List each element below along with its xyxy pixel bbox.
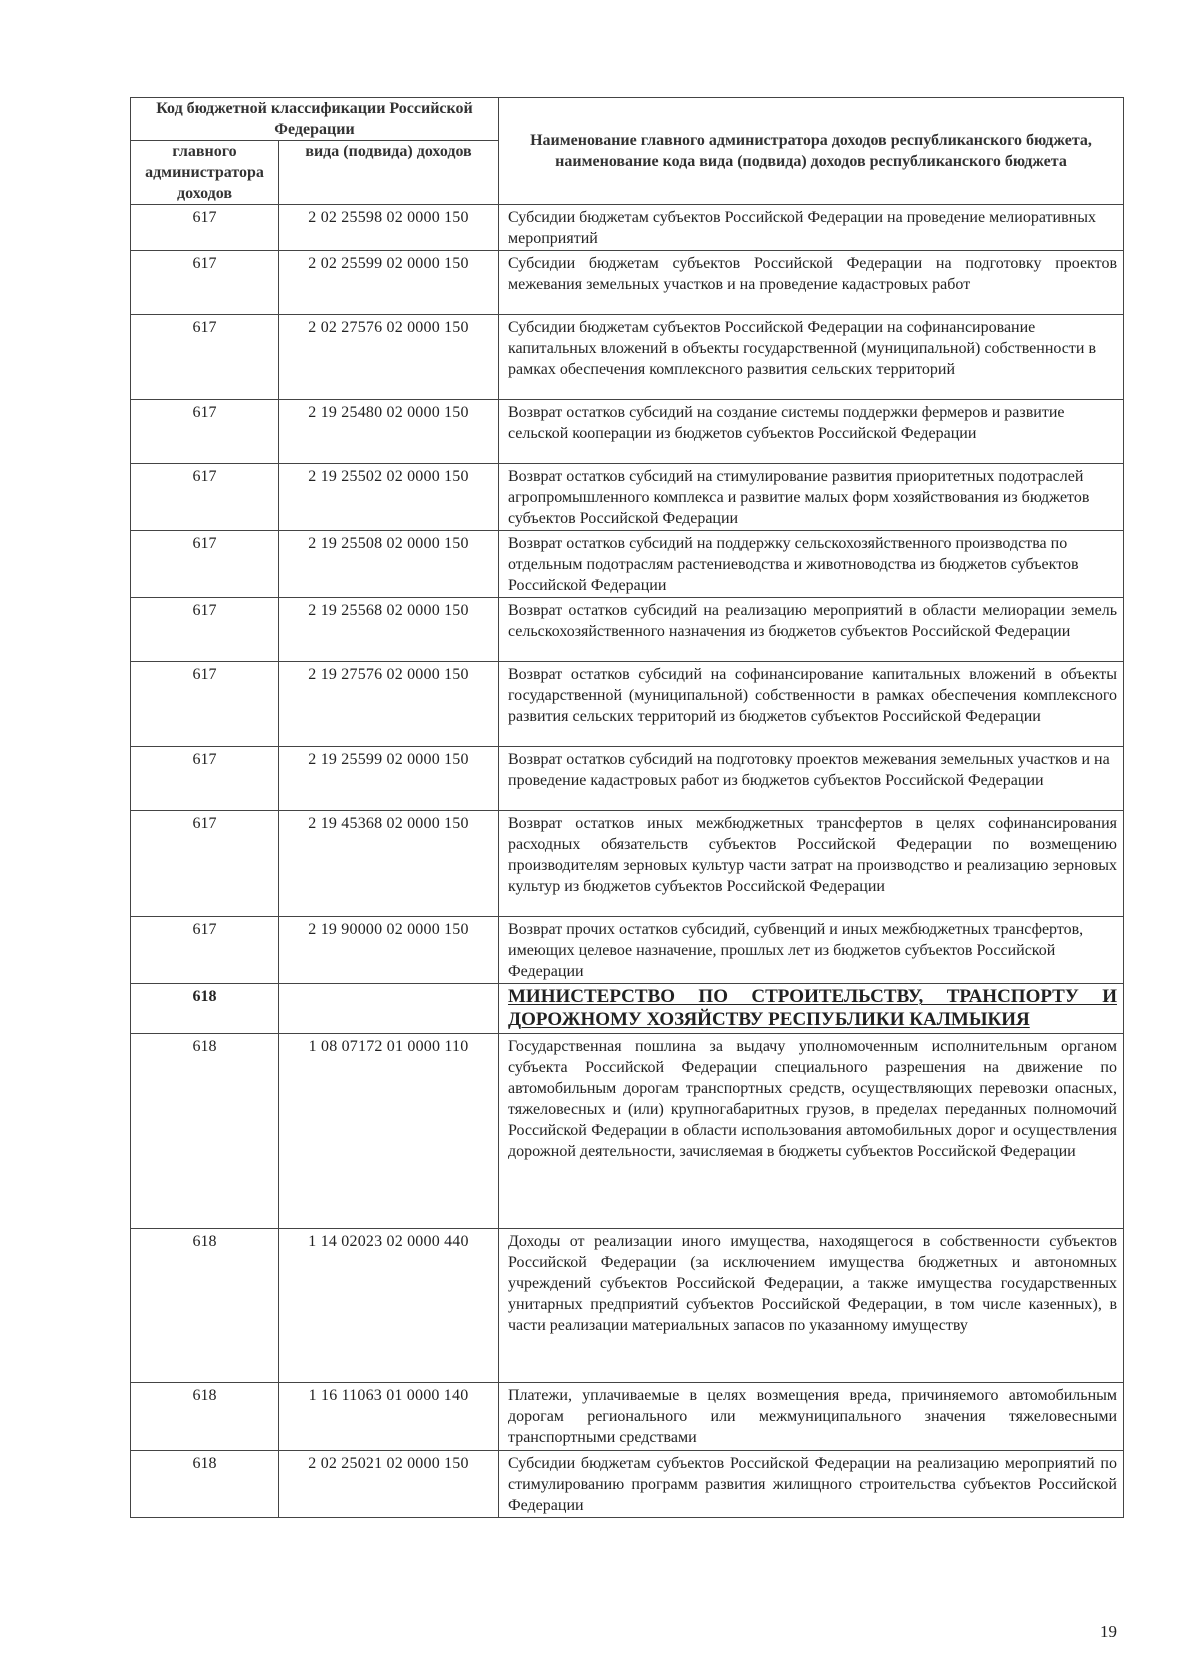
income-description: Возврат остатков иных межбюджетных трансфертов в целях софинансирования расходных обязательств субъектов Российской Федерации по возмещению производителям зерновых культур части затрат на производство и реализацию зерновых культур из бюджетов субъектов Российской Федерации xyxy=(499,811,1124,917)
income-description: Возврат остатков субсидий на стимулирование развития приоритетных подотраслей агропромышленного комплекса и развитие малых форм хозяйствования из бюджетов субъектов Российской Федерации xyxy=(499,464,1124,531)
income-description: Возврат остатков субсидий на софинансирование капитальных вложений в объекты государственной (муниципальной) собственности в рамках обеспечения комплексного развития сельских территорий из бюджетов субъектов Российской Федерации xyxy=(499,662,1124,747)
table-row xyxy=(131,747,1124,811)
table-row xyxy=(131,205,1124,251)
admin-code: 617 xyxy=(131,251,279,315)
income-description: Возврат остатков субсидий на создание системы поддержки фермеров и развитие сельской кооперации из бюджетов субъектов Российской Федерации xyxy=(499,400,1124,464)
income-code: 2 19 25502 02 0000 150 xyxy=(279,464,499,531)
income-description: Платежи, уплачиваемые в целях возмещения вреда, причиняемого автомобильным дорогам регионального или межмуниципального значения тяжеловесными транспортными средствами xyxy=(499,1383,1124,1451)
income-description: Субсидии бюджетам субъектов Российской Федерации на проведение мелиоративных мероприятий xyxy=(499,205,1124,251)
income-code: 2 19 45368 02 0000 150 xyxy=(279,811,499,917)
income-code: 2 19 90000 02 0000 150 xyxy=(279,917,499,984)
admin-code: 618 xyxy=(131,1383,279,1451)
admin-code: 617 xyxy=(131,917,279,984)
table-row xyxy=(131,251,1124,315)
table-row xyxy=(131,1229,1124,1383)
table-row xyxy=(131,917,1124,984)
income-code: 1 16 11063 01 0000 140 xyxy=(279,1383,499,1451)
table-row xyxy=(131,1383,1124,1451)
header-code-column: вида (подвида) доходов xyxy=(279,141,499,205)
income-code: 2 02 27576 02 0000 150 xyxy=(279,315,499,400)
ministry-title: МИНИСТЕРСТВО ПО СТРОИТЕЛЬСТВУ, ТРАНСПОРТУ И ДОРОЖНОМУ ХОЗЯЙСТВУ РЕСПУБЛИКИ КАЛМЫКИЯ xyxy=(499,984,1124,1034)
income-description: Возврат остатков субсидий на реализацию мероприятий в области мелиорации земель сельскохозяйственного назначения из бюджетов субъектов Российской Федерации xyxy=(499,598,1124,662)
admin-code: 617 xyxy=(131,464,279,531)
income-description: Возврат остатков субсидий на подготовку проектов межевания земельных участков и на проведение кадастровых работ из бюджетов субъектов Российской Федерации xyxy=(499,747,1124,811)
income-code: 2 19 25568 02 0000 150 xyxy=(279,598,499,662)
header-name-column: Наименование главного администратора доходов республиканского бюджета, наименование кода вида (подвида) доходов республиканского бюджета xyxy=(499,98,1124,205)
income-code: 2 19 25599 02 0000 150 xyxy=(279,747,499,811)
income-code: 2 19 25480 02 0000 150 xyxy=(279,400,499,464)
income-code: 2 02 25021 02 0000 150 xyxy=(279,1451,499,1518)
table-row xyxy=(131,662,1124,747)
page-number: 19 xyxy=(1100,1622,1117,1641)
income-code: 2 02 25598 02 0000 150 xyxy=(279,205,499,251)
table-row xyxy=(131,598,1124,662)
income-description: Государственная пошлина за выдачу уполномоченным исполнительным органом субъекта Российской Федерации специального разрешения на движение по автомобильным дорогам транспортных средств, осуществляющих перевозки опасных, тяжеловесных и (или) крупногабаритных грузов, в пределах переданных полномочий Российской Федерации в области использования автомобильных дорог и осуществления дорожной деятельности, зачисляемая в бюджеты субъектов Российской Федерации xyxy=(499,1034,1124,1229)
income-description: Субсидии бюджетам субъектов Российской Федерации на подготовку проектов межевания земельных участков и на проведение кадастровых работ xyxy=(499,251,1124,315)
admin-code: 617 xyxy=(131,400,279,464)
table-row xyxy=(131,315,1124,400)
table-row xyxy=(131,464,1124,531)
table-row xyxy=(131,531,1124,598)
admin-code: 618 xyxy=(131,1034,279,1229)
admin-code: 618 xyxy=(131,1229,279,1383)
income-description: Субсидии бюджетам субъектов Российской Федерации на софинансирование капитальных вложений в объекты государственной (муниципальной) собственности в рамках обеспечения комплексного развития сельских территорий xyxy=(499,315,1124,400)
income-code: 2 19 27576 02 0000 150 xyxy=(279,662,499,747)
income-description: Доходы от реализации иного имущества, находящегося в собственности субъектов Российской Федерации (за исключением имущества бюджетных и автономных учреждений субъектов Российской Федерации, а также имущества государственных унитарных предприятий субъектов Российской Федерации, в том числе казенных), в части реализации материальных запасов по указанному имуществу xyxy=(499,1229,1124,1383)
income-description: Возврат остатков субсидий на поддержку сельскохозяйственного производства по отдельным подотраслям растениеводства и животноводства из бюджетов субъектов Российской Федерации xyxy=(499,531,1124,598)
table-row xyxy=(131,811,1124,917)
income-code xyxy=(279,984,499,1034)
admin-code: 618 xyxy=(131,984,279,1034)
table-row xyxy=(131,400,1124,464)
table-row xyxy=(131,1034,1124,1229)
admin-code: 617 xyxy=(131,531,279,598)
header-kbk-group: Код бюджетной классификации Российской Федерации xyxy=(131,98,499,141)
admin-code: 617 xyxy=(131,315,279,400)
header-admin-column: главного администратора доходов xyxy=(131,141,279,205)
ministry-row xyxy=(131,984,1124,1034)
table-row xyxy=(131,1451,1124,1518)
admin-code: 617 xyxy=(131,747,279,811)
income-code: 2 02 25599 02 0000 150 xyxy=(279,251,499,315)
income-codes-table xyxy=(130,97,1124,1518)
income-code: 2 19 25508 02 0000 150 xyxy=(279,531,499,598)
admin-code: 617 xyxy=(131,662,279,747)
income-code: 1 14 02023 02 0000 440 xyxy=(279,1229,499,1383)
admin-code: 617 xyxy=(131,811,279,917)
income-description: Субсидии бюджетам субъектов Российской Федерации на реализацию мероприятий по стимулированию программ развития жилищного строительства субъектов Российской Федерации xyxy=(499,1451,1124,1518)
income-description: Возврат прочих остатков субсидий, субвенций и иных межбюджетных трансфертов, имеющих целевое назначение, прошлых лет из бюджетов субъектов Российской Федерации xyxy=(499,917,1124,984)
admin-code: 617 xyxy=(131,598,279,662)
admin-code: 617 xyxy=(131,205,279,251)
income-code: 1 08 07172 01 0000 110 xyxy=(279,1034,499,1229)
admin-code: 618 xyxy=(131,1451,279,1518)
